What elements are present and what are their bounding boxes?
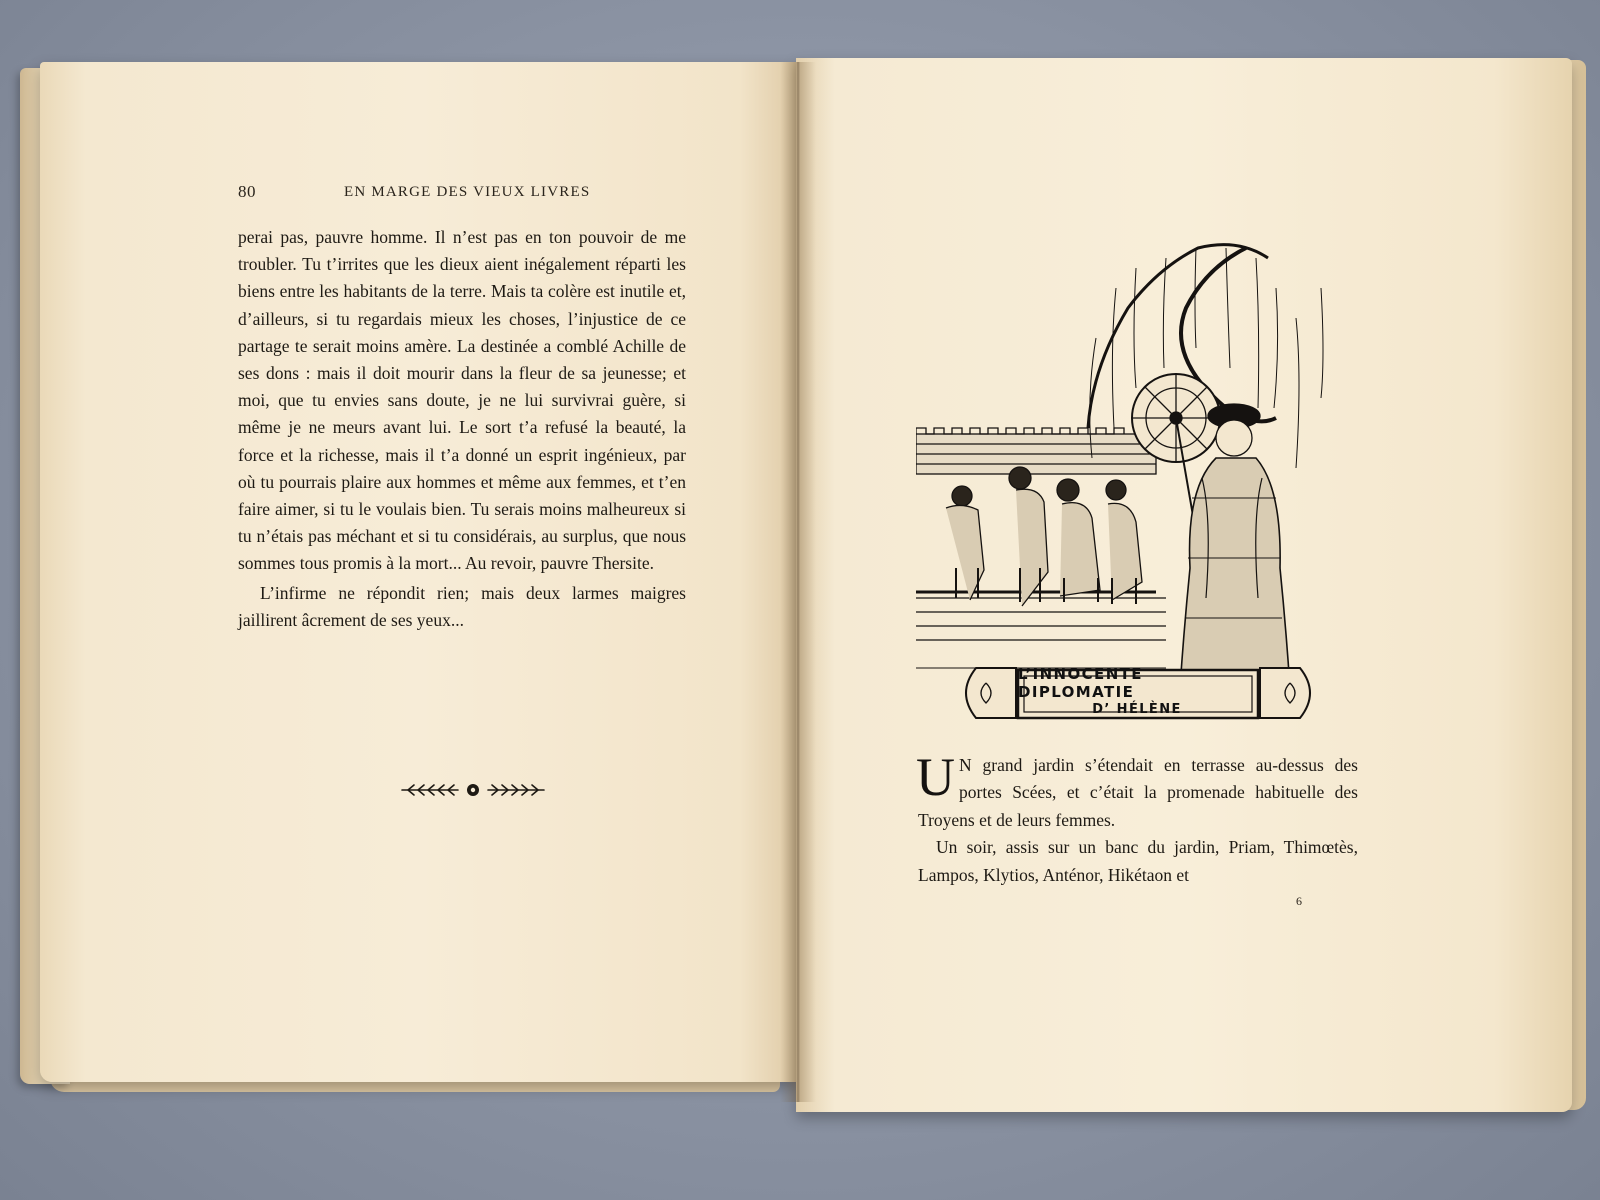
- fleuron-ornament-icon: [400, 782, 546, 798]
- illustration-title-line: L’INNOCENTE DIPLOMATIE: [1018, 665, 1143, 701]
- running-title: EN MARGE DES VIEUX LIVRES: [344, 184, 591, 200]
- illustration-title-line: D’ HÉLÈNE: [1092, 702, 1182, 717]
- right-page-text: [916, 747, 1358, 889]
- helen-illustration: [916, 228, 1362, 726]
- running-head: [238, 182, 708, 202]
- drop-cap: U: [916, 747, 955, 807]
- first-word-rest: N: [959, 755, 972, 775]
- paragraph: perai pas, pauvre homme. Il n’est pas en ton pouvoir de me troubler. Tu t’irrites que les dieux aient inégalement réparti les biens entre les habitants de la terre. Mais ta colère est inutile et, d’ailleurs, si tu regardais mieux les choses, l’injustice de ce partage te serait moins amère. La destinée a comblé Achille de ses dons : mais il doit mourir dans la fleur de sa jeunesse; et moi, que tu envies sans doute, je ne lui survivrai guère, si même je ne meurs avant lui. Le sort t’a refusé la beauté, la force et la richesse, mais il t’a donné un esprit ingénieux, par où tu pourrais plaire aux hommes et même aux femmes, et t’en faire aimer, si tu le voulais bien. Tu serais moins malheureux si tu n’étais pas méchant et si tu considérais, au surplus, que nous sommes tous promis à la mort... Au revoir, pauvre Thersite.: [238, 227, 686, 574]
- paragraph: Un soir, assis sur un banc du jardin, Priam, Thimœtès, Lampos, Klytios, Anténor, Hikétaon et: [918, 837, 1358, 885]
- book-gutter: [780, 62, 816, 1102]
- signature-mark: 6: [1296, 894, 1302, 908]
- illustration-title: [1018, 665, 1256, 717]
- left-page-text: [238, 224, 686, 634]
- page-number: 80: [238, 182, 256, 201]
- paragraph-text: grand jardin s’étendait en terrasse au-dessus des portes Scées, et c’était la promenade habituelle des Troyens et de leurs femmes.: [918, 755, 1358, 830]
- paragraph: L’infirme ne répondit rien; mais deux larmes maigres jaillirent âcrement de ses yeux...: [238, 582, 686, 630]
- paragraph: [916, 747, 1358, 834]
